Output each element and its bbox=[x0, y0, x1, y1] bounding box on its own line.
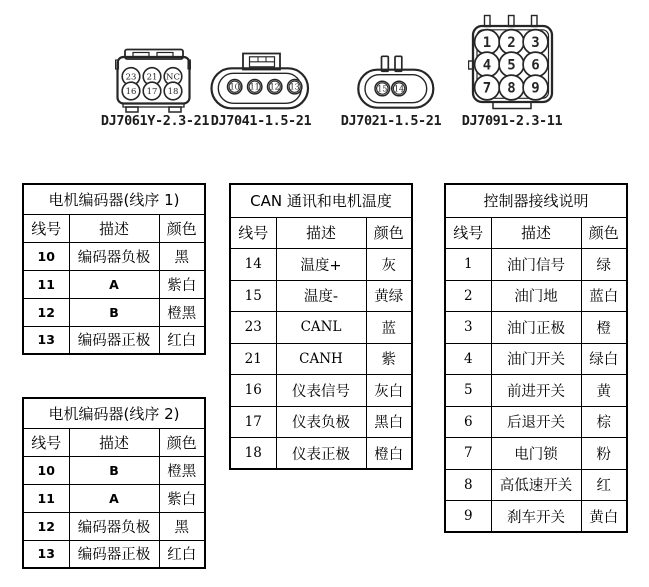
table-title-row bbox=[23, 184, 205, 214]
connector-dj7041-diagram bbox=[210, 52, 310, 112]
pin-number: 2 bbox=[507, 35, 516, 51]
connector-label-dj7041: DJ7041-1.5-21 bbox=[210, 113, 312, 129]
column-header: 颜色 bbox=[159, 428, 205, 456]
table-row bbox=[445, 406, 627, 438]
table-cell: 11 bbox=[23, 484, 69, 512]
connector-label-dj7091: DJ7091-2.3-11 bbox=[461, 113, 563, 129]
table-header-row bbox=[445, 217, 627, 249]
table-cell: 17 bbox=[230, 406, 276, 438]
table-cell: 后退开关 bbox=[491, 406, 581, 438]
table-cell: A bbox=[69, 270, 159, 298]
table-cell: 油门开关 bbox=[491, 343, 581, 375]
table-row bbox=[230, 375, 412, 407]
table-row bbox=[23, 270, 205, 298]
table-cell: 黄白 bbox=[581, 501, 627, 533]
connector-label-dj7061y: DJ7061Y-2.3-21 bbox=[100, 113, 210, 129]
table-row bbox=[445, 249, 627, 281]
table-cell: 粉 bbox=[581, 438, 627, 470]
pin-number: 15 bbox=[377, 84, 388, 94]
table-title: 电机编码器(线序 2) bbox=[23, 398, 205, 428]
table-row bbox=[445, 438, 627, 470]
pin-number: 14 bbox=[393, 84, 405, 94]
table-cell: B bbox=[69, 456, 159, 484]
table-row bbox=[230, 312, 412, 344]
table-cell: 绿 bbox=[581, 249, 627, 281]
table-cell: 橙白 bbox=[366, 438, 412, 470]
pin-number: 12 bbox=[269, 82, 280, 92]
table-row bbox=[230, 343, 412, 375]
table-cell: 黑 bbox=[159, 512, 205, 540]
table-title: CAN 通讯和电机温度 bbox=[230, 184, 412, 217]
table-row bbox=[230, 249, 412, 281]
table-cell: 灰 bbox=[366, 249, 412, 281]
table-cell: 仪表信号 bbox=[276, 375, 366, 407]
pin-number: 21 bbox=[146, 72, 158, 83]
table-row bbox=[445, 343, 627, 375]
table-row bbox=[23, 540, 205, 568]
table-cell: A bbox=[69, 484, 159, 512]
pin-number: 10 bbox=[229, 82, 240, 92]
column-header: 描述 bbox=[69, 428, 159, 456]
pin-number: NC bbox=[166, 72, 180, 83]
table-cell: 油门地 bbox=[491, 280, 581, 312]
table-cell: 紫白 bbox=[159, 484, 205, 512]
table-controller-wiring bbox=[444, 183, 628, 533]
pin-number: 3 bbox=[531, 35, 540, 51]
pin-number: 6 bbox=[531, 57, 540, 74]
table-cell: 8 bbox=[445, 469, 491, 501]
table-cell: 仪表正极 bbox=[276, 438, 366, 470]
table-cell: 11 bbox=[23, 270, 69, 298]
table-cell: 黄 bbox=[581, 375, 627, 407]
table-cell: 油门正极 bbox=[491, 312, 581, 344]
table-cell: 3 bbox=[445, 312, 491, 344]
table-cell: 红白 bbox=[159, 540, 205, 568]
table-cell: 前进开关 bbox=[491, 375, 581, 407]
table-cell: 紫 bbox=[366, 343, 412, 375]
table-row bbox=[445, 280, 627, 312]
table-cell: 2 bbox=[445, 280, 491, 312]
pin-number: 23 bbox=[125, 72, 137, 83]
pin-number: 1 bbox=[482, 35, 492, 51]
connector-dj7091-diagram bbox=[468, 14, 556, 112]
table-cell: B bbox=[69, 298, 159, 326]
table-cell: 油门信号 bbox=[491, 249, 581, 281]
table-cell: 13 bbox=[23, 540, 69, 568]
column-header: 描述 bbox=[491, 217, 581, 249]
table-cell: 14 bbox=[230, 249, 276, 281]
table-title: 控制器接线说明 bbox=[445, 184, 627, 217]
column-header: 描述 bbox=[276, 217, 366, 249]
column-header: 颜色 bbox=[581, 217, 627, 249]
table-cell: 刹车开关 bbox=[491, 501, 581, 533]
table-cell: 黑白 bbox=[366, 406, 412, 438]
table-cell: 红 bbox=[581, 469, 627, 501]
column-header: 线号 bbox=[445, 217, 491, 249]
table-cell: 1 bbox=[445, 249, 491, 281]
connector-side-nub bbox=[469, 61, 474, 69]
column-header: 线号 bbox=[230, 217, 276, 249]
table-cell: 橙黑 bbox=[159, 456, 205, 484]
table-cell: 仪表负极 bbox=[276, 406, 366, 438]
connector-dj7061y-diagram bbox=[115, 48, 191, 114]
table-cell: 绿白 bbox=[581, 343, 627, 375]
table-cell: CANL bbox=[276, 312, 366, 344]
table-header-row bbox=[23, 214, 205, 242]
table-row bbox=[23, 512, 205, 540]
table-row bbox=[445, 501, 627, 533]
table-motor-encoder-seq2 bbox=[22, 397, 206, 569]
table-cell: 6 bbox=[445, 406, 491, 438]
table-cell: CANH bbox=[276, 343, 366, 375]
table-row bbox=[230, 280, 412, 312]
column-header: 颜色 bbox=[366, 217, 412, 249]
pin-number: 13 bbox=[289, 82, 300, 92]
table-title-row bbox=[445, 184, 627, 217]
column-header: 描述 bbox=[69, 214, 159, 242]
table-row bbox=[230, 406, 412, 438]
pin-number: 4 bbox=[482, 57, 492, 74]
pin-number: 16 bbox=[125, 87, 137, 97]
table-row bbox=[445, 312, 627, 344]
column-header: 线号 bbox=[23, 214, 69, 242]
pin-number: 5 bbox=[507, 57, 516, 74]
table-cell: 黄绿 bbox=[366, 280, 412, 312]
table-title-row bbox=[23, 398, 205, 428]
column-header: 线号 bbox=[23, 428, 69, 456]
table-cell: 橙 bbox=[581, 312, 627, 344]
table-cell: 5 bbox=[445, 375, 491, 407]
column-header: 颜色 bbox=[159, 214, 205, 242]
pin-number: 8 bbox=[507, 80, 516, 97]
table-cell: 电门锁 bbox=[491, 438, 581, 470]
table-cell: 温度+ bbox=[276, 249, 366, 281]
table-row bbox=[23, 484, 205, 512]
table-cell: 编码器负极 bbox=[69, 242, 159, 270]
table-cell: 编码器正极 bbox=[69, 326, 159, 354]
table-row bbox=[23, 326, 205, 354]
table-header-row bbox=[230, 217, 412, 249]
table-title-row bbox=[230, 184, 412, 217]
table-cell: 灰白 bbox=[366, 375, 412, 407]
table-cell: 23 bbox=[230, 312, 276, 344]
table-row bbox=[230, 438, 412, 470]
pin-number: 7 bbox=[482, 80, 492, 97]
table-motor-encoder-seq1 bbox=[22, 183, 206, 355]
table-cell: 棕 bbox=[581, 406, 627, 438]
table-cell: 黑 bbox=[159, 242, 205, 270]
table-cell: 温度- bbox=[276, 280, 366, 312]
pin-number: 11 bbox=[249, 82, 260, 92]
table-row bbox=[23, 242, 205, 270]
table-cell: 10 bbox=[23, 242, 69, 270]
table-cell: 12 bbox=[23, 298, 69, 326]
table-can-and-temperature bbox=[229, 183, 413, 470]
pin-number: 18 bbox=[167, 87, 179, 97]
connector-dj7021-diagram bbox=[356, 54, 438, 110]
table-cell: 红白 bbox=[159, 326, 205, 354]
table-cell: 编码器正极 bbox=[69, 540, 159, 568]
table-cell: 橙黑 bbox=[159, 298, 205, 326]
table-cell: 12 bbox=[23, 512, 69, 540]
table-cell: 10 bbox=[23, 456, 69, 484]
connector-label-dj7021: DJ7021-1.5-21 bbox=[340, 113, 442, 129]
table-row bbox=[445, 375, 627, 407]
table-header-row bbox=[23, 428, 205, 456]
table-cell: 18 bbox=[230, 438, 276, 470]
pin-number: 9 bbox=[531, 80, 540, 97]
table-cell: 15 bbox=[230, 280, 276, 312]
table-cell: 4 bbox=[445, 343, 491, 375]
table-cell: 高低速开关 bbox=[491, 469, 581, 501]
table-row bbox=[23, 456, 205, 484]
table-cell: 21 bbox=[230, 343, 276, 375]
table-cell: 紫白 bbox=[159, 270, 205, 298]
table-row bbox=[445, 469, 627, 501]
table-cell: 9 bbox=[445, 501, 491, 533]
table-cell: 蓝 bbox=[366, 312, 412, 344]
pin-number: 17 bbox=[146, 87, 158, 97]
table-row bbox=[23, 298, 205, 326]
table-cell: 编码器负极 bbox=[69, 512, 159, 540]
table-cell: 16 bbox=[230, 375, 276, 407]
table-cell: 13 bbox=[23, 326, 69, 354]
table-cell: 7 bbox=[445, 438, 491, 470]
table-title: 电机编码器(线序 1) bbox=[23, 184, 205, 214]
table-cell: 蓝白 bbox=[581, 280, 627, 312]
